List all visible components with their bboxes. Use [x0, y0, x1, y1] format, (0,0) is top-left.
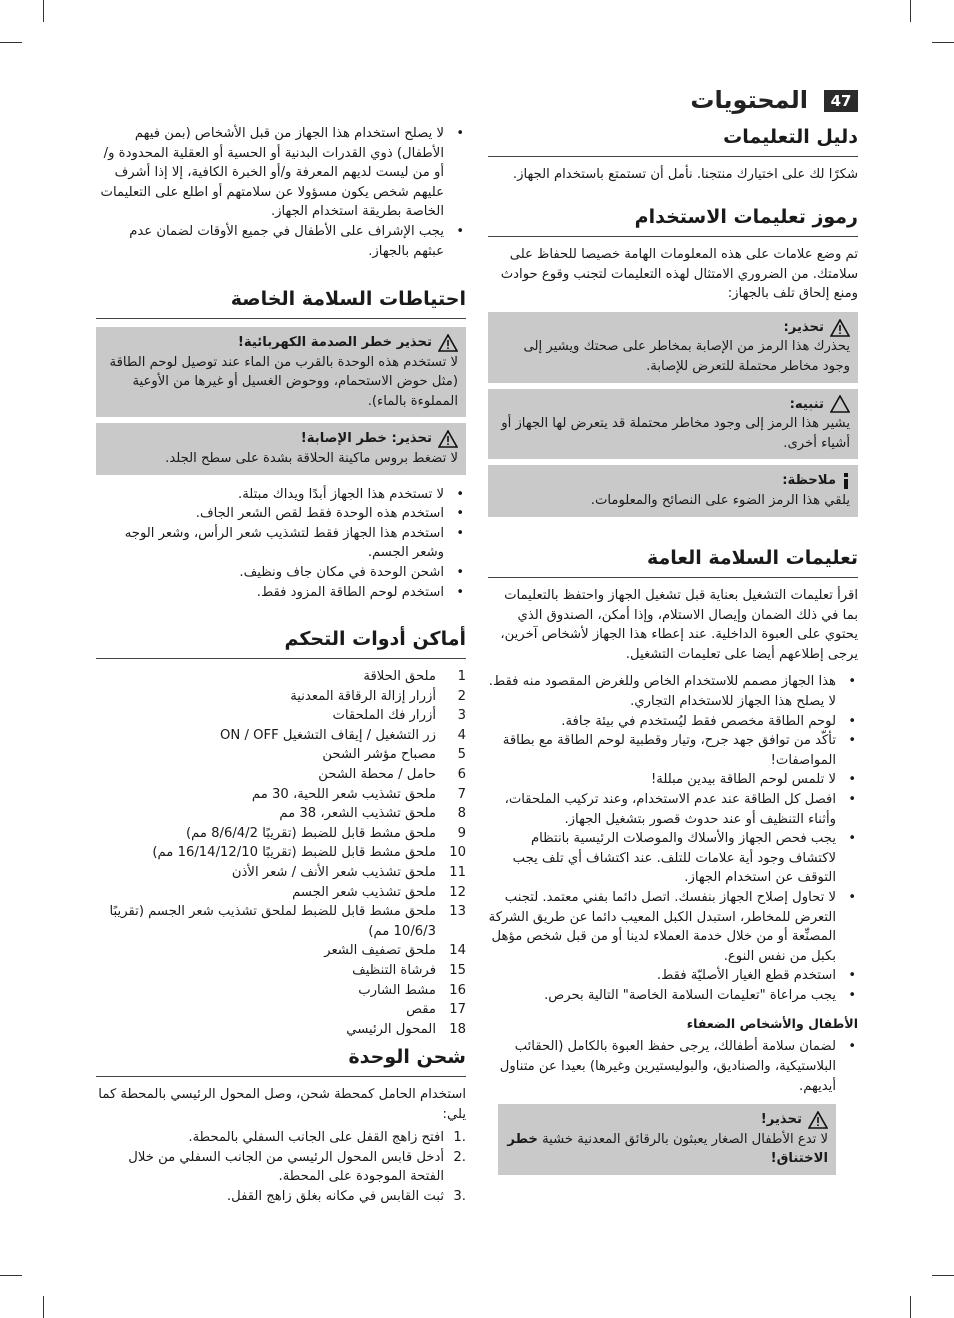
- symbols-intro: تم وضع علامات على هذه المعلومات الهامة خصيصا للحفاظ على سلامتك. من الضروري الامتثال لهذه التعليمات لتجنب وقوع حوادث ومنع إلحاق تلف بالجهاز:: [500, 247, 858, 302]
- list-item: • استخدم هذه الوحدة فقط لقص الشعر الجاف.: [96, 504, 444, 524]
- general-bullets: [488, 672, 858, 1005]
- item-number: 17: [449, 1002, 466, 1018]
- children-bullets: [488, 1037, 858, 1096]
- item-text: ملحق تشذيب شعر الأنف / شعر الأذن: [231, 864, 436, 880]
- step-number: 1.: [453, 1130, 466, 1146]
- item-number: 16: [449, 982, 466, 998]
- info-icon: [842, 472, 850, 490]
- list-item: • افصل كل الطاقة عند عدم الاستخدام، وعند تركيب الملحقات، وأثناء التنظيف أو عند حدوث قصور بتشغيل الجهاز.: [488, 790, 836, 829]
- list-item: • لا تستخدم هذا الجهاز أبدًا ويداك مبتلة.: [96, 485, 444, 505]
- item-text: حامل / محطة الشحن: [318, 766, 436, 782]
- section-title: شحن الوحدة: [96, 1044, 466, 1077]
- list-item: • لضمان سلامة أطفالك، يرجى حفظ العبوة بالكامل (الحقائب البلاستيكية، والصناديق، والبوليستيرين وغيرها) بعيدا عن متناول أيديهم.: [488, 1037, 836, 1096]
- item-text: أزرار فك الملحقات: [332, 708, 436, 724]
- item-text: ملحق مشط قابل للضبط لملحق تشذيب شعر الجسم (تقريبًا 10/6/3 مم): [109, 904, 436, 939]
- list-item: [96, 1187, 466, 1207]
- general-safety-section: [488, 545, 858, 1175]
- danger-box: [498, 1104, 836, 1175]
- warning-icon: [808, 1111, 828, 1129]
- special-safety-section: [96, 286, 466, 602]
- charging-section: [96, 1044, 466, 1207]
- item-number: 11: [449, 864, 466, 880]
- list-item: • يجب فحص الجهاز والأسلاك والموصلات الرئيسية بانتظام لاكتشاف وجود أية علامات للتلف. عند اكتشاف أي تلف يجب التوقف عن استخدام الجهاز.: [488, 829, 836, 888]
- list-item: [96, 883, 466, 903]
- item-number: 5: [457, 747, 466, 763]
- special-bullets: [96, 485, 466, 603]
- item-text: أزرار إزالة الرقاقة المعدنية: [290, 688, 436, 704]
- list-item: [96, 1148, 466, 1187]
- item-text: ملحق مشط قابل للضبط (تقريبًا 8/6/4/2 مم): [185, 825, 436, 841]
- list-item: [96, 961, 466, 981]
- danger-text-pre: لا تدع الأطفال الصغار يعبثون بالرقائق المعدنية خشية: [537, 1131, 828, 1147]
- item-number: 13: [449, 904, 466, 920]
- item-number: 2: [457, 688, 466, 704]
- list-item: • يجب الإشراف على الأطفال في جميع الأوقات لضمان عدم عبثهم بالجهاز.: [96, 222, 444, 261]
- item-number: 12: [449, 884, 466, 900]
- list-item: • لا تلمس لوحم الطاقة بيدين مبللة!: [488, 770, 836, 790]
- section-title: أماكن أدوات التحكم: [96, 626, 466, 659]
- list-item: • استخدم قطع الغيار الأصليّة فقط.: [488, 966, 836, 986]
- item-text: ملحق مشط قابل للضبط (تقريبًا 16/14/12/10 مم): [152, 845, 436, 861]
- symbols-section: [488, 204, 858, 517]
- caution-box: [488, 389, 858, 460]
- list-item: • اشحن الوحدة في مكان جاف ونظيف.: [96, 563, 444, 583]
- crop-mark: [910, 0, 911, 22]
- list-item: [96, 687, 466, 707]
- page-title: المحتويات: [690, 86, 808, 114]
- crop-mark: [0, 42, 22, 43]
- list-item: • هذا الجهاز مصمم للاستخدام الخاص وللغرض المقصود منه فقط. لا يصلح هذا الجهاز للاستخدام التجاري.: [488, 672, 836, 711]
- item-text: ملحق تشذيب شعر اللحية، 30 مم: [251, 786, 436, 802]
- list-item: [96, 706, 466, 726]
- section-title: دليل التعليمات: [488, 124, 858, 157]
- caution-icon: [830, 395, 850, 413]
- item-number: 18: [449, 1021, 466, 1037]
- list-item: [96, 745, 466, 765]
- danger-text-strong: خطر الاختناق!: [507, 1131, 828, 1167]
- item-text: مقص: [406, 1002, 436, 1018]
- list-item: [96, 824, 466, 844]
- warning-title: تحذير:: [783, 319, 824, 335]
- list-item: [96, 785, 466, 805]
- item-text: زر التشغيل / إيقاف التشغيل ON / OFF: [220, 727, 436, 743]
- box-title: تحذير: خطر الإصابة!: [300, 431, 432, 447]
- list-item: • استخدم هذا الجهاز فقط لتشذيب شعر الرأس، وشعر الوجه وشعر الجسم.: [96, 524, 444, 563]
- caution-text: يشير هذا الرمز إلى وجود مخاطر محتملة قد يتعرض لها الجهاز أو أشياء أخرى.: [501, 416, 850, 451]
- note-box: [488, 465, 858, 516]
- note-title: ملاحظة:: [782, 473, 836, 489]
- list-item: [96, 843, 466, 863]
- crop-mark: [932, 1275, 954, 1276]
- page-number: 47: [824, 90, 858, 112]
- list-item: [96, 1000, 466, 1020]
- guide-text: شكرًا لك على اختيارك منتجنا. نأمل أن تستمتع باستخدام الجهاز.: [512, 167, 858, 182]
- list-item: [96, 1128, 466, 1148]
- warning-icon: [830, 319, 850, 337]
- danger-title: تحذير!: [760, 1112, 802, 1128]
- section-title: احتياطات السلامة الخاصة: [96, 286, 466, 319]
- list-item: • تأكّد من توافق جهد جرح، وتيار وقطبية لوحم الطاقة مع بطاقة المواصفات!: [488, 731, 836, 770]
- crop-mark: [43, 0, 44, 22]
- box-text: لا تضغط بروس ماكينة الحلاقة بشدة على سطح الجلد.: [165, 450, 458, 466]
- step-number: 3.: [453, 1188, 466, 1204]
- warning-text: يحذرك هذا الرمز من الإصابة بمخاطر على صحتك ويشير إلى وجود مخاطر محتملة للتعرض للإصابة.: [523, 339, 850, 374]
- step-text: أدخل قابس المحول الرئيسي من الجانب السفلي من خلال الفتحة الموجودة على المحطة.: [128, 1149, 444, 1185]
- list-item: • استخدم لوحم الطاقة المزود فقط.: [96, 583, 444, 603]
- list-item: [96, 981, 466, 1001]
- item-text: ملحق تشذيب شعر الجسم: [292, 884, 436, 900]
- item-number: 8: [457, 806, 466, 822]
- item-text: فرشاة التنظيف: [352, 962, 436, 978]
- item-number: 15: [449, 962, 466, 978]
- item-text: ملحق تصفيف الشعر: [324, 943, 436, 959]
- item-number: 1: [457, 669, 466, 684]
- section-title: رموز تعليمات الاستخدام: [488, 204, 858, 237]
- list-item: [96, 667, 466, 687]
- top-bullets: [96, 124, 466, 261]
- crop-mark: [932, 42, 954, 43]
- item-text: ملحق تشذيب الشعر، 38 مم: [279, 806, 436, 822]
- list-item: [96, 804, 466, 824]
- crop-mark: [910, 1296, 911, 1318]
- item-number: 4: [457, 727, 466, 743]
- item-number: 6: [457, 766, 466, 782]
- crop-mark: [43, 1296, 44, 1318]
- danger-text: [506, 1130, 828, 1169]
- list-item: • لا يصلح استخدام هذا الجهاز من قبل الأشخاص (بمن فيهم الأطفال) ذوي القدرات البدنية أو الحسية أو العقلية المحدودة و/أو من ليست لديهم المعرفة و/أو الخبرة الكافية، إلا إذا أشرف عليهم شخص يكون مسؤولا عن سلامتهم أو اطلع على التعليمات الخاصة بطريقة استخدام الجهاز.: [96, 124, 444, 222]
- charging-steps: [96, 1128, 466, 1206]
- step-text: ثبت القابس في مكانه بغلق زاهج القفل.: [226, 1188, 444, 1204]
- list-item: [96, 941, 466, 961]
- children-title: الأطفال والأشخاص الضعفاء: [686, 1016, 858, 1032]
- controls-section: [96, 626, 466, 1039]
- item-number: 14: [449, 943, 466, 959]
- list-item: [96, 726, 466, 746]
- list-item: • لوحم الطاقة مخصص فقط ليُستخدم في بيئة جافة.: [488, 712, 836, 732]
- guide-section: [488, 124, 858, 185]
- step-text: افتح زاهج القفل على الجانب السفلي بالمحطة.: [188, 1130, 444, 1146]
- list-item: [96, 902, 466, 941]
- item-number: 7: [457, 786, 466, 802]
- item-number: 3: [457, 708, 466, 724]
- step-number: 2.: [453, 1149, 466, 1165]
- warning-icon: [438, 430, 458, 448]
- box-title: تحذير خطر الصدمة الكهربائية!: [237, 335, 432, 350]
- shock-warning-box: [96, 327, 466, 417]
- caution-title: تنبيه:: [789, 396, 824, 412]
- list-item: [96, 863, 466, 883]
- list-item: [96, 1020, 466, 1040]
- section-title: تعليمات السلامة العامة: [488, 545, 858, 578]
- injury-warning-box: [96, 423, 466, 474]
- item-text: المحول الرئيسي: [346, 1021, 436, 1037]
- box-text: لا تستخدم هذه الوحدة بالقرب من الماء عند توصيل لوحم الطاقة (مثل حوض الاستحمام، ووحوض الغسيل أو غيرها من الأوعية المملوءة بالماء).: [109, 354, 458, 409]
- item-number: 9: [457, 825, 466, 841]
- item-text: مشط الشارب: [358, 982, 436, 998]
- charging-intro: استخدام الحامل كمحطة شحن، وصل المحول الرئيسي بالمحطة كما يلي:: [98, 1087, 466, 1122]
- note-text: يلقي هذا الرمز الضوء على النصائح والمعلومات.: [590, 492, 850, 508]
- item-text: ملحق الحلاقة: [363, 669, 436, 684]
- controls-list: [96, 667, 466, 1039]
- list-item: • يجب مراعاة "تعليمات السلامة الخاصة" التالية بحرص.: [488, 986, 836, 1006]
- crop-mark: [0, 1275, 22, 1276]
- warning-box: [488, 312, 858, 383]
- list-item: [96, 765, 466, 785]
- item-number: 10: [449, 845, 466, 861]
- warning-icon: [438, 334, 458, 352]
- item-text: مصباح مؤشر الشحن: [322, 747, 436, 763]
- list-item: • لا تحاول إصلاح الجهاز بنفسك. اتصل دائما بفني معتمد. لتجنب التعرض للمخاطر، استبدل الكبل المعيب دائما عن طريق الشركة المصنِّعة أو من خلال خدمة العملاء لدينا أو من قبل شخص مؤهل بكبل من نفس النوع.: [488, 888, 836, 966]
- general-intro: اقرأ تعليمات التشغيل بعناية قبل تشغيل الجهاز واحتفظ بالتعليمات بما في ذلك الضمان وإيصال الاستلام، وإذا أمكن، الصندوق الذي يحتوي على العبوة الداخلية. عند إعطاء هذا الجهاز لأشخاص آخرين، يرجى إطلاعهم أيضا على تعليمات التشغيل.: [500, 588, 858, 662]
